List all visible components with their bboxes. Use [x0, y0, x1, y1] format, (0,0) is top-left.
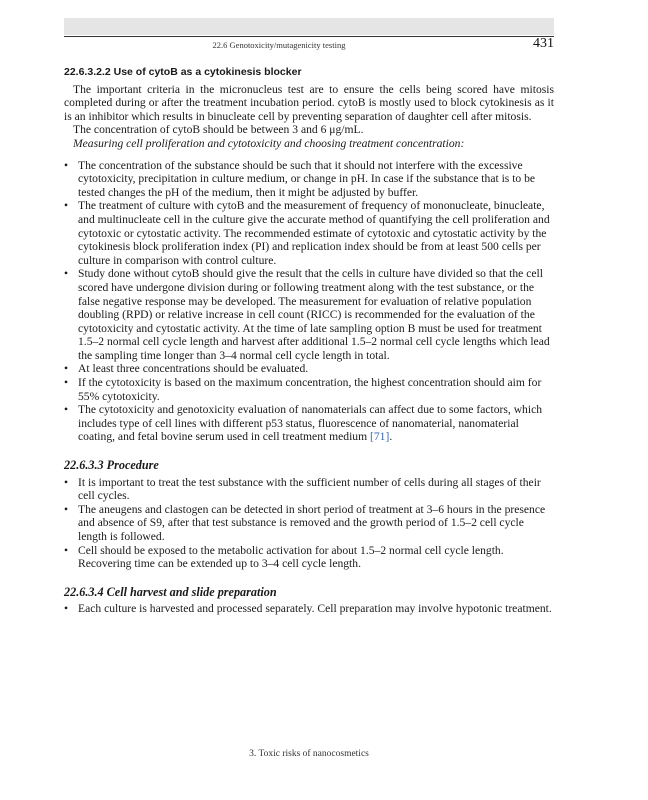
bullet-icon: •	[64, 403, 69, 417]
subsection-heading: 22.6.3.2.2 Use of cytoB as a cytokinesis blocker	[64, 66, 302, 78]
list-item: • If the cytotoxicity is based on the maximum concentration, the highest concentration should aim for 55% cytotoxicity.	[64, 376, 542, 403]
header-band	[64, 18, 554, 35]
page-body	[64, 66, 554, 616]
paragraph: The concentration of cytoB should be between 3 and 6 μg/mL.	[73, 123, 364, 137]
list-item: • Cell should be exposed to the metabolic activation for about 1.5–2 normal cell cycle length. Recovering time can be extended up to 3–4 cell cycle length.	[64, 543, 504, 571]
bullet-list	[64, 476, 554, 571]
bullet-icon: •	[64, 502, 69, 516]
italic-paragraph: Measuring cell proliferation and cytotoxicity and choosing treatment concentration:	[73, 136, 465, 150]
section-heading: 22.6.3.4 Cell harvest and slide preparation	[64, 584, 277, 599]
bullet-icon: •	[64, 602, 69, 616]
page-number: 431	[533, 36, 554, 51]
bullet-icon: •	[64, 376, 69, 390]
bullet-list	[64, 159, 554, 444]
bullet-icon: •	[64, 543, 69, 557]
list-item: • The treatment of culture with cytoB and the measurement of frequency of mononucleate, binucleate, and multinucleate cell in the culture give the accurate method of quantifying the cell proliferation and cytotoxic or cytostatic activity. The recommended estimate of cytotoxic and cytostatic activity by the cytokinesis block proliferation index (PI) and replication index should be from at least 500 cells per culture in comparison with control culture.	[64, 199, 550, 267]
citation-link[interactable]: [71]	[370, 430, 390, 444]
list-item: • The concentration of the substance should be such that it should not interfere with the excessive cytotoxicity, precipitation in culture medium, or change in pH. In case if the substance that is to be tested changes the pH of the medium, then it might be adjusted by buffer.	[64, 158, 536, 199]
paragraph: The important criteria in the micronucleus test are to ensure the cells being scored have mitosis completed during or after the treatment incubation period. cytoB is mostly used to block cytokinesis as it is an inhibitor which results in binucleate cell by preventing separation of daughter cell after mitosis.	[64, 82, 554, 123]
list-item: • Study done without cytoB should give the result that the cells in culture have divided so that the cell scored have undergone division during or following treatment along with the test substance, or the false negative response may be developed. The measurement for evaluation of relative population doubling (RPD) or relative increase in cell count (RICC) is recommended for the evaluation of the cytotoxicity and cytostatic activity. At the time of late sampling option B must be used for treatment 1.5–2 normal cell cycle length and harvest after additional 1.5–2 normal cell cycle lengths which lead the sampling time longer than 3–4 normal cell cycle length in total.	[64, 267, 550, 362]
header-rule	[64, 36, 554, 37]
list-item: • It is important to treat the test substance with the sufficient number of cells during all stages of their cell cycles.	[64, 475, 541, 503]
section-heading: 22.6.3.3 Procedure	[64, 458, 159, 473]
list-item: • The aneugens and clastogen can be detected in short period of treatment at 3–6 hours in the presence and absence of S9, after that test substance is removed and the growth period of 1.5–2 cell cycle length is followed.	[64, 502, 546, 543]
bullet-icon: •	[64, 199, 69, 213]
bullet-icon: •	[64, 267, 69, 281]
list-item: • Each culture is harvested and processed separately. Cell preparation may involve hypotonic treatment.	[64, 602, 552, 616]
list-item: • At least three concentrations should be evaluated.	[64, 362, 309, 376]
list-item: • The cytotoxicity and genotoxicity evaluation of nanomaterials can affect due to some factors, which includes type of cell lines with different p53 status, fluorescence of nanomaterial, nanomaterial coating, and fetal bovine serum used in cell treatment medium [71].	[64, 403, 543, 444]
page-footer: 3. Toxic risks of nanocosmetics	[249, 749, 369, 759]
bullet-icon: •	[64, 362, 69, 376]
running-head: 22.6 Genotoxicity/mutagenicity testing	[212, 40, 346, 50]
bullet-icon: •	[64, 475, 69, 489]
bullet-icon: •	[64, 158, 69, 172]
bullet-list	[64, 602, 554, 616]
